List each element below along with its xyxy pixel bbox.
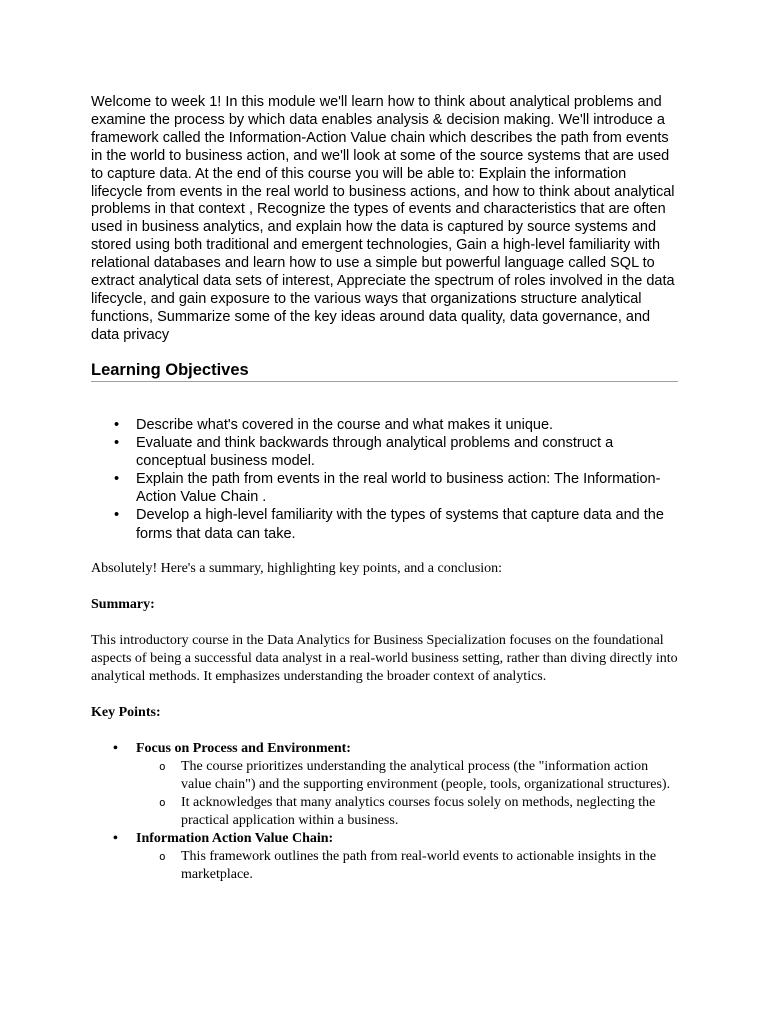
sub-list-item: o This framework outlines the path from real-world events to actionable insights in the marketplace. — [136, 848, 681, 884]
sub-list-item: o The course prioritizes understanding the analytical process (the "information action value chain") and the supporting environment (people, tools, organizational structures). — [136, 758, 681, 794]
learning-objectives-list — [91, 416, 681, 543]
summary-section — [91, 560, 681, 884]
summary-body: This introductory course in the Data Analytics for Business Specialization focuses on the foundational aspects of being a successful data analyst in a real-world business setting, rather than diving directly into analytical methods. It emphasizes understanding the broader context of analytics. — [91, 633, 678, 684]
key-point-sublist — [136, 848, 681, 884]
key-point-sublist — [136, 758, 681, 830]
summary-heading: Summary: — [91, 597, 155, 612]
list-item: • Evaluate and think backwards through analytical problems and construct a conceptual business model. — [91, 434, 681, 470]
key-point-item — [91, 740, 681, 830]
key-points-list — [91, 740, 681, 884]
list-item: • Develop a high-level familiarity with the types of systems that capture data and the forms that data can take. — [91, 506, 681, 542]
list-item: • Describe what's covered in the course and what makes it unique. — [91, 416, 681, 434]
key-point-title: • Focus on Process and Environment: — [136, 741, 351, 756]
list-item: • Explain the path from events in the real world to business action: The Information-Action Value Chain . — [91, 470, 681, 506]
key-points-heading: Key Points: — [91, 705, 161, 720]
intro-paragraph: Welcome to week 1! In this module we'll learn how to think about analytical problems and examine the process by which data enables analysis & decision making. We'll introduce a framework called the Information-Action Value chain which describes the path from events in the world to business action, and we'll look at some of the source systems that are used to capture data. At the end of this course you will be able to: Explain the information lifecycle from events in the real world to business actions, and how to think about analytical problems in that context , Recognize the types of events and characteristics that are often used in business analytics, and explain how the data is captured by source systems and stored using both traditional and emergent technologies, Gain a high-level familiarity with relational databases and learn how to use a simple but powerful language called SQL to extract analytical data sets of interest, Appreciate the spectrum of roles involved in the data lifecycle, and gain exposure to the various ways that organizations structure analytical functions, Summarize some of the key ideas around data quality, data governance, and data privacy — [91, 94, 675, 343]
key-point-title: • Information Action Value Chain: — [136, 831, 334, 846]
summary-intro-line: Absolutely! Here's a summary, highlighting key points, and a conclusion: — [91, 561, 503, 576]
sub-list-item: o It acknowledges that many analytics courses focus solely on methods, neglecting the practical application within a business. — [136, 794, 681, 830]
key-point-item — [91, 830, 681, 884]
learning-objectives-heading: Learning Objectives — [91, 360, 678, 382]
